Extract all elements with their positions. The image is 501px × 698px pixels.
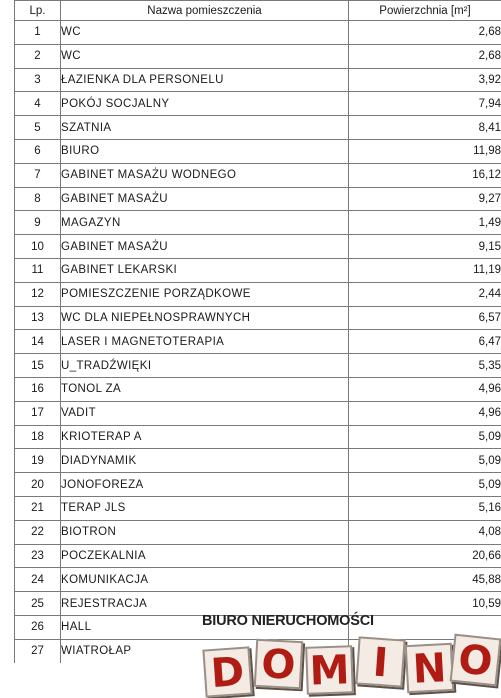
row-lp: 24 xyxy=(15,568,61,592)
row-lp: 26 xyxy=(15,615,61,639)
logo-tile: O xyxy=(254,639,303,689)
row-room-name: DIADYNAMIK xyxy=(61,449,349,473)
row-room-name: TONOL ZA xyxy=(61,377,349,401)
watermark-title: BIURO NIERUCHOMOŚCI xyxy=(202,613,374,629)
row-room-name: BIOTRON xyxy=(61,520,349,544)
row-area: 7,94 xyxy=(349,92,501,116)
row-area: 6,47 xyxy=(349,330,501,354)
row-lp: 4 xyxy=(15,92,61,116)
row-lp: 20 xyxy=(15,473,61,497)
row-area: 2,68 xyxy=(349,44,501,68)
table-row xyxy=(15,425,501,449)
row-lp: 19 xyxy=(15,449,61,473)
row-room-name: REJESTRACJA xyxy=(61,592,349,616)
logo-tile: I xyxy=(355,636,405,687)
row-area: 4,96 xyxy=(349,401,501,425)
row-room-name: HALL xyxy=(61,615,349,639)
table-row xyxy=(15,211,501,235)
table-row xyxy=(15,568,501,592)
header-lp: Lp. xyxy=(15,1,61,21)
row-room-name: JONOFOREZA xyxy=(61,473,349,497)
row-lp: 6 xyxy=(15,139,61,163)
table-row xyxy=(15,592,501,616)
table-row xyxy=(15,68,501,92)
row-lp: 5 xyxy=(15,116,61,140)
row-room-name: WC DLA NIEPEŁNOSPRAWNYCH xyxy=(61,306,349,330)
row-room-name: KRIOTERAP A xyxy=(61,425,349,449)
table-row xyxy=(15,544,501,568)
table-row xyxy=(15,306,501,330)
row-lp: 11 xyxy=(15,258,61,282)
table-row xyxy=(15,21,501,45)
row-room-name: GABINET LEKARSKI xyxy=(61,258,349,282)
row-room-name: LASER I MAGNETOTERAPIA xyxy=(61,330,349,354)
row-room-name: BIURO xyxy=(61,139,349,163)
header-area: Powierzchnia [m²] xyxy=(349,1,501,21)
row-area: 9,15 xyxy=(349,235,501,259)
table-header-row xyxy=(15,1,501,21)
row-room-name: U_TRADŹWIĘKI xyxy=(61,354,349,378)
row-lp: 13 xyxy=(15,306,61,330)
table-row xyxy=(15,449,501,473)
row-area: 20,66 xyxy=(349,544,501,568)
row-area: 11,98 xyxy=(349,139,501,163)
row-lp: 18 xyxy=(15,425,61,449)
row-lp: 15 xyxy=(15,354,61,378)
row-lp: 22 xyxy=(15,520,61,544)
row-room-name: SZATNIA xyxy=(61,116,349,140)
row-area: 5,35 xyxy=(349,354,501,378)
table-row xyxy=(15,615,501,639)
row-area: 4,96 xyxy=(349,377,501,401)
row-lp: 21 xyxy=(15,496,61,520)
table-row xyxy=(15,187,501,211)
table-row xyxy=(15,496,501,520)
row-lp: 14 xyxy=(15,330,61,354)
table-row xyxy=(15,401,501,425)
row-area: 16,12 xyxy=(349,163,501,187)
row-area: 45,88 xyxy=(349,568,501,592)
row-lp: 3 xyxy=(15,68,61,92)
table-row xyxy=(15,139,501,163)
table-row xyxy=(15,92,501,116)
logo-tile: D xyxy=(202,646,252,697)
row-lp: 1 xyxy=(15,21,61,45)
row-lp: 2 xyxy=(15,44,61,68)
logo-tile: N xyxy=(405,643,454,693)
table-row xyxy=(15,377,501,401)
row-lp: 25 xyxy=(15,592,61,616)
row-area: 4,08 xyxy=(349,520,501,544)
row-room-name: VADIT xyxy=(61,401,349,425)
row-area xyxy=(349,615,501,639)
row-lp: 8 xyxy=(15,187,61,211)
row-area: 11,19 xyxy=(349,258,501,282)
row-lp: 7 xyxy=(15,163,61,187)
row-lp: 23 xyxy=(15,544,61,568)
table-body xyxy=(15,21,501,664)
row-room-name: GABINET MASAŻU xyxy=(61,235,349,259)
row-area: 5,09 xyxy=(349,449,501,473)
table-row xyxy=(15,520,501,544)
row-room-name: POCZEKALNIA xyxy=(61,544,349,568)
row-room-name: WIATROŁAP xyxy=(61,639,349,663)
table-row xyxy=(15,282,501,306)
row-area: 5,09 xyxy=(349,425,501,449)
row-area: 5,09 xyxy=(349,473,501,497)
row-room-name: GABINET MASAŻU xyxy=(61,187,349,211)
row-room-name: GABINET MASAŻU WODNEGO xyxy=(61,163,349,187)
row-lp: 12 xyxy=(15,282,61,306)
table-row xyxy=(15,163,501,187)
row-lp: 16 xyxy=(15,377,61,401)
row-room-name: TERAP JLS xyxy=(61,496,349,520)
table-row xyxy=(15,116,501,140)
table-row xyxy=(15,473,501,497)
row-area xyxy=(349,639,501,663)
row-room-name: WC xyxy=(61,44,349,68)
row-area: 2,44 xyxy=(349,282,501,306)
table-row xyxy=(15,235,501,259)
row-lp: 27 xyxy=(15,639,61,663)
row-area: 5,16 xyxy=(349,496,501,520)
rooms-table xyxy=(14,0,501,663)
table-row xyxy=(15,330,501,354)
row-room-name: POMIESZCZENIE PORZĄDKOWE xyxy=(61,282,349,306)
header-room-name: Nazwa pomieszczenia xyxy=(61,1,349,21)
row-area: 10,59 xyxy=(349,592,501,616)
table-row xyxy=(15,354,501,378)
table-row xyxy=(15,639,501,663)
table-row xyxy=(15,258,501,282)
row-room-name: WC xyxy=(61,21,349,45)
row-room-name: KOMUNIKACJA xyxy=(61,568,349,592)
row-area: 1,49 xyxy=(349,211,501,235)
row-area: 3,92 xyxy=(349,68,501,92)
row-area: 2,68 xyxy=(349,21,501,45)
row-room-name: MAGAZYN xyxy=(61,211,349,235)
logo-tile: M xyxy=(305,645,354,695)
row-room-name: ŁAZIENKA DLA PERSONELU xyxy=(61,68,349,92)
row-area: 8,41 xyxy=(349,116,501,140)
row-area: 9,27 xyxy=(349,187,501,211)
row-lp: 17 xyxy=(15,401,61,425)
row-area: 6,57 xyxy=(349,306,501,330)
row-lp: 9 xyxy=(15,211,61,235)
row-room-name: POKÓJ SOCJALNY xyxy=(61,92,349,116)
table-row xyxy=(15,44,501,68)
logo-tile: O xyxy=(450,634,501,687)
row-lp: 10 xyxy=(15,235,61,259)
